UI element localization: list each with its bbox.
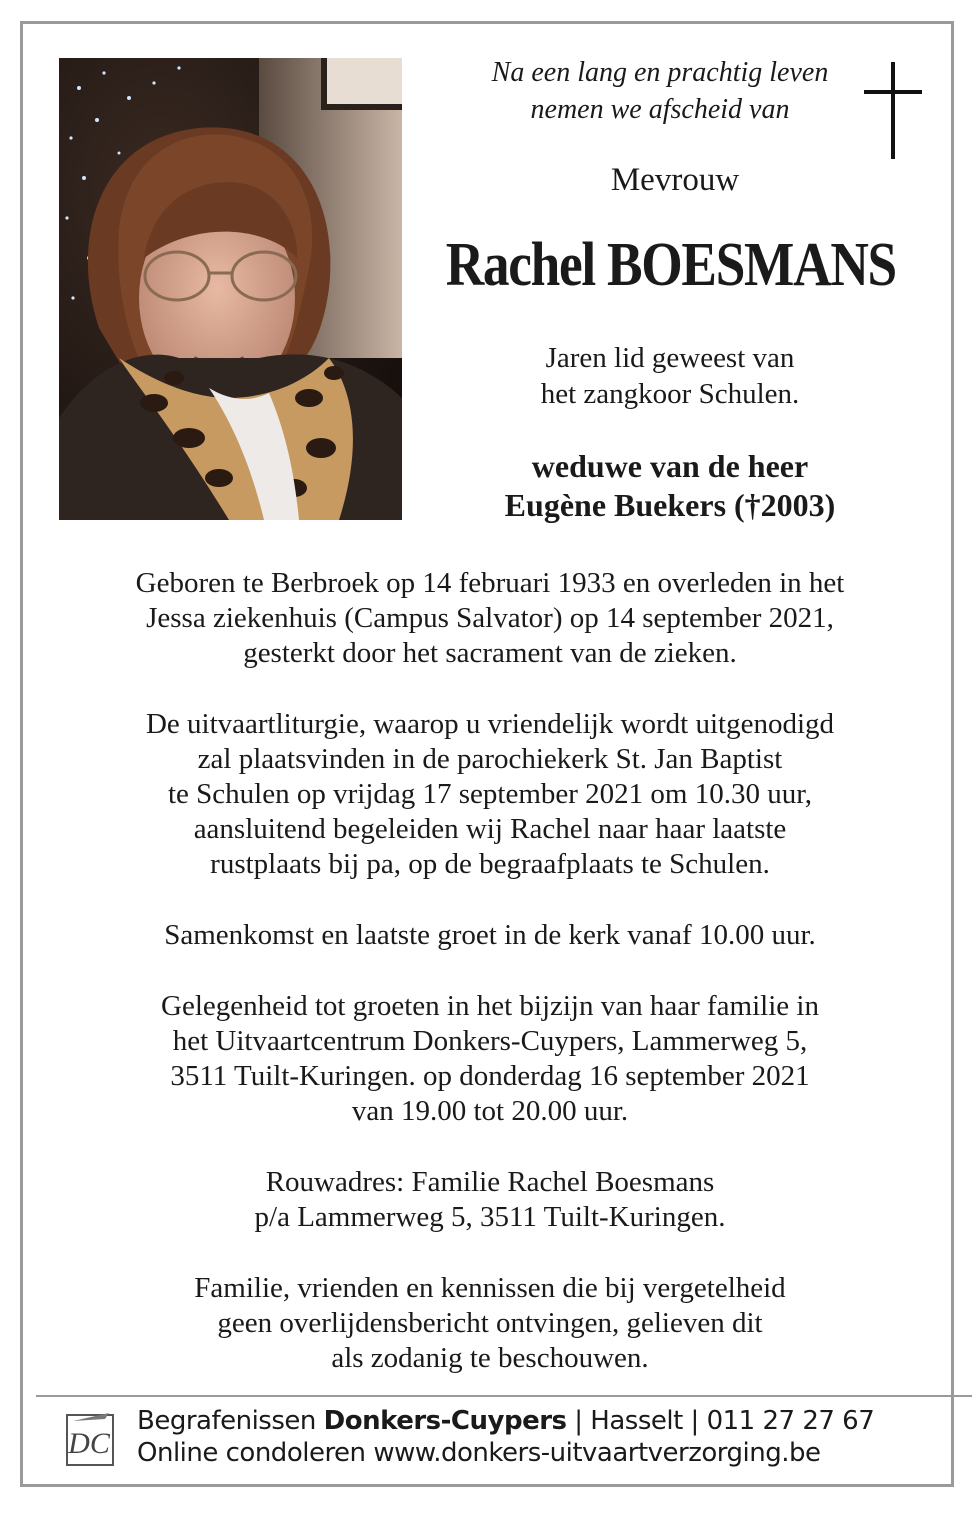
portrait-photo — [59, 58, 402, 520]
address-paragraph — [40, 1165, 940, 1235]
funeral-paragraph — [40, 707, 940, 882]
deceased-name: Rachel BOESMANS — [445, 231, 896, 299]
membership-line-1: Jaren lid geweest van — [545, 342, 795, 374]
company-prefix: Begrafenissen — [137, 1406, 324, 1436]
text-line: Jessa ziekenhuis (Campus Salvator) op 14 september 2021, — [146, 602, 834, 634]
condolence-line — [137, 1437, 874, 1469]
text-line: Gelegenheid tot groeten in het bijzijn van haar familie in — [161, 990, 819, 1022]
text-line: De uitvaartliturgie, waarop u vriendelijk wordt uitgenodigd — [145, 708, 835, 740]
company-city: | Hasselt | — [566, 1406, 707, 1436]
footer — [36, 1405, 936, 1475]
membership-line-2: het zangkoor Schulen. — [540, 378, 800, 410]
online-label: Online condoleren — [137, 1438, 374, 1468]
text-line: p/a Lammerweg 5, 3511 Tuilt-Kuringen. — [254, 1201, 726, 1233]
text-line: zal plaatsvinden in de parochiekerk St. Jan Baptist — [197, 743, 783, 775]
announcement-body — [40, 566, 940, 1376]
text-line: Familie, vrienden en kennissen die bij vergetelheid — [194, 1272, 786, 1304]
logo-monogram: DC — [68, 1427, 110, 1460]
company-name: Donkers-Cuypers — [323, 1406, 567, 1436]
text-line: het Uitvaartcentrum Donkers-Cuypers, Lammerweg 5, — [172, 1025, 808, 1057]
website-link[interactable]: www.donkers-uitvaartverzorging.be — [373, 1438, 821, 1468]
text-line: rustplaats bij pa, op de begraafplaats te Schulen. — [210, 848, 770, 880]
footer-text — [137, 1405, 874, 1469]
company-line — [137, 1405, 874, 1437]
company-phone[interactable]: 011 27 27 67 — [706, 1406, 875, 1436]
membership-note — [430, 340, 910, 412]
text-line: aansluitend begeleiden wij Rachel naar haar laatste — [193, 813, 787, 845]
text-line: Geboren te Berbroek op 14 februari 1933 en overleden in het — [135, 567, 845, 599]
text-line: als zodanig te beschouwen. — [331, 1342, 649, 1374]
honorific: Mevrouw — [610, 162, 740, 198]
intro-line-2: nemen we afscheid van — [530, 94, 790, 125]
text-line: van 19.00 tot 20.00 uur. — [351, 1095, 629, 1127]
cross-icon — [864, 62, 922, 159]
footer-divider — [36, 1395, 972, 1397]
spouse-note — [420, 447, 920, 525]
birth-paragraph — [40, 566, 940, 671]
intro-line-1: Na een lang en prachtig leven — [491, 57, 829, 88]
closing-paragraph — [40, 1271, 940, 1376]
visitation-paragraph — [40, 989, 940, 1129]
gathering-paragraph — [40, 918, 940, 953]
text-line: Rouwadres: Familie Rachel Boesmans — [265, 1166, 715, 1198]
spouse-line-1: weduwe van de heer — [531, 448, 809, 484]
text-line: geen overlijdensbericht ontvingen, gelieven dit — [217, 1307, 763, 1339]
intro-text — [410, 54, 910, 128]
text-line: te Schulen op vrijdag 17 september 2021 om 10.30 uur, — [168, 778, 812, 810]
text-line: gesterkt door het sacrament van de zieken. — [243, 637, 737, 669]
spouse-line-2: Eugène Buekers (†2003) — [504, 487, 836, 523]
funeral-home-logo-icon — [65, 1409, 120, 1469]
text-line: Samenkomst en laatste groet in de kerk vanaf 10.00 uur. — [164, 919, 816, 951]
text-line: 3511 Tuilt-Kuringen. op donderdag 16 september 2021 — [170, 1060, 810, 1092]
